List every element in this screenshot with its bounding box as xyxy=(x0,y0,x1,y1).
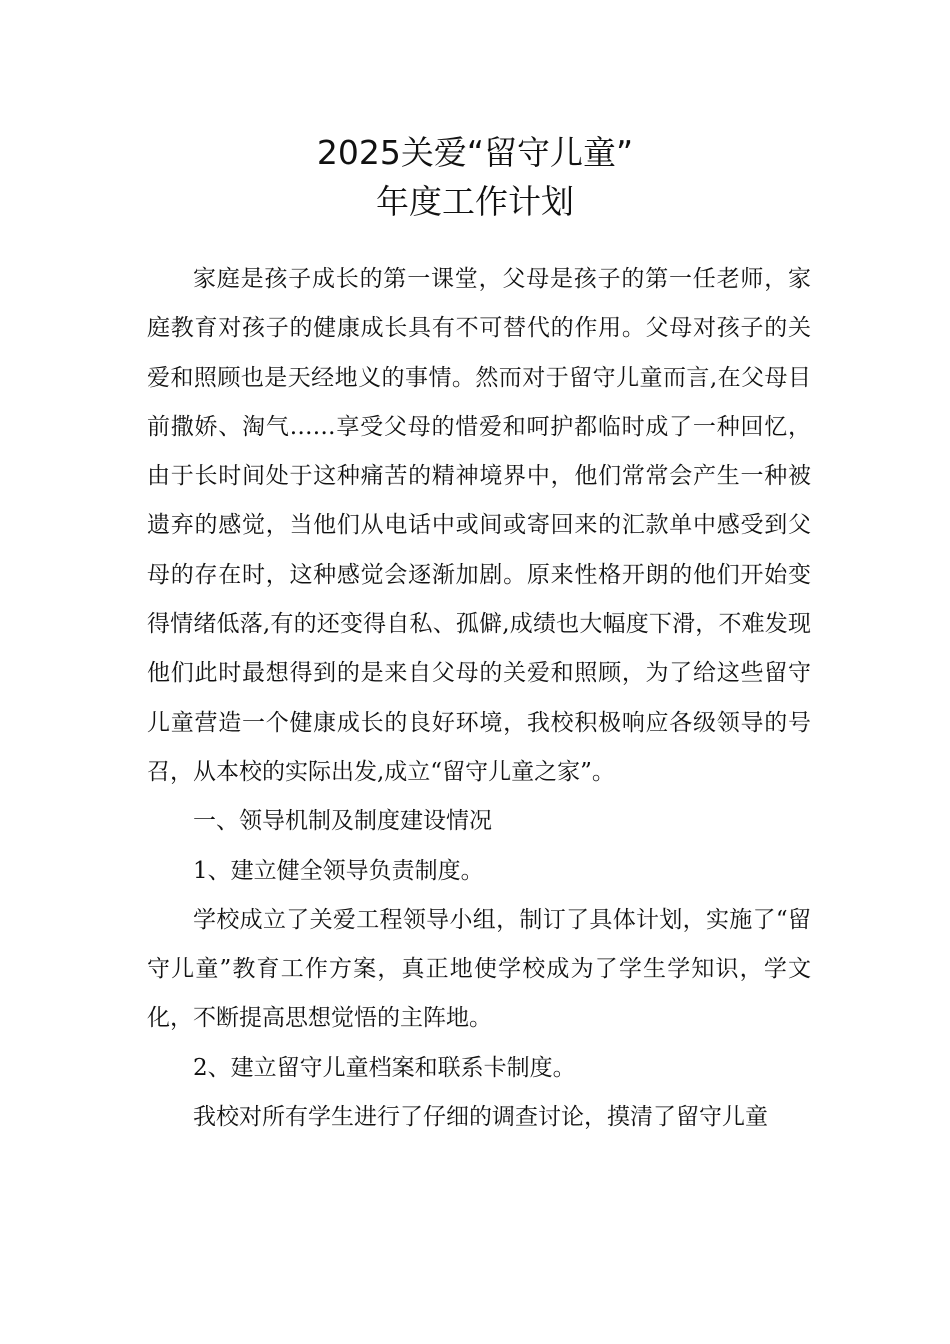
subsection-heading-2: 2、建立留守儿童档案和联系卡制度。 xyxy=(193,1054,576,1081)
section-heading-1: 一、领导机制及制度建设情况 xyxy=(193,808,492,835)
title-line-1: 2025关爱“留守儿童” xyxy=(316,133,634,172)
document-body xyxy=(147,255,811,1142)
title-line-2: 年度工作计划 xyxy=(376,182,574,221)
subsection-heading-1: 1、建立健全领导负责制度。 xyxy=(193,857,484,884)
document-title xyxy=(0,128,950,226)
body-paragraph-2: 我校对所有学生进行了仔细的调查讨论，摸清了留守儿童 xyxy=(193,1104,768,1131)
intro-paragraph: 家庭是孩子成长的第一课堂，父母是孩子的第一任老师，家庭教育对孩子的健康成长具有不可替代的作用。父母对孩子的关爱和照顾也是天经地义的事情。然而对于留守儿童而言,在父母目前撒娇、淘气……享受父母的惜爱和呵护都临时成了一种回忆，由于长时间处于这种痛苦的精神境界中，他们常常会产生一种被遗弃的感觉，当他们从电话中或间或寄回来的汇款单中感受到父母的存在时，这种感觉会逐渐加剧。原来性格开朗的他们开始变得情绪低落,有的还变得自私、孤僻,成绩也大幅度下滑，不难发现他们此时最想得到的是来自父母的关爱和照顾，为了给这些留守儿童营造一个健康成长的良好环境，我校积极响应各级领导的号召，从本校的实际出发,成立“留守儿童之家”。 xyxy=(147,266,811,785)
body-paragraph-1: 学校成立了关爱工程领导小组，制订了具体计划，实施了“留守儿童”教育工作方案，真正地使学校成为了学生学知识，学文化，不断提高思想觉悟的主阵地。 xyxy=(147,906,811,1032)
